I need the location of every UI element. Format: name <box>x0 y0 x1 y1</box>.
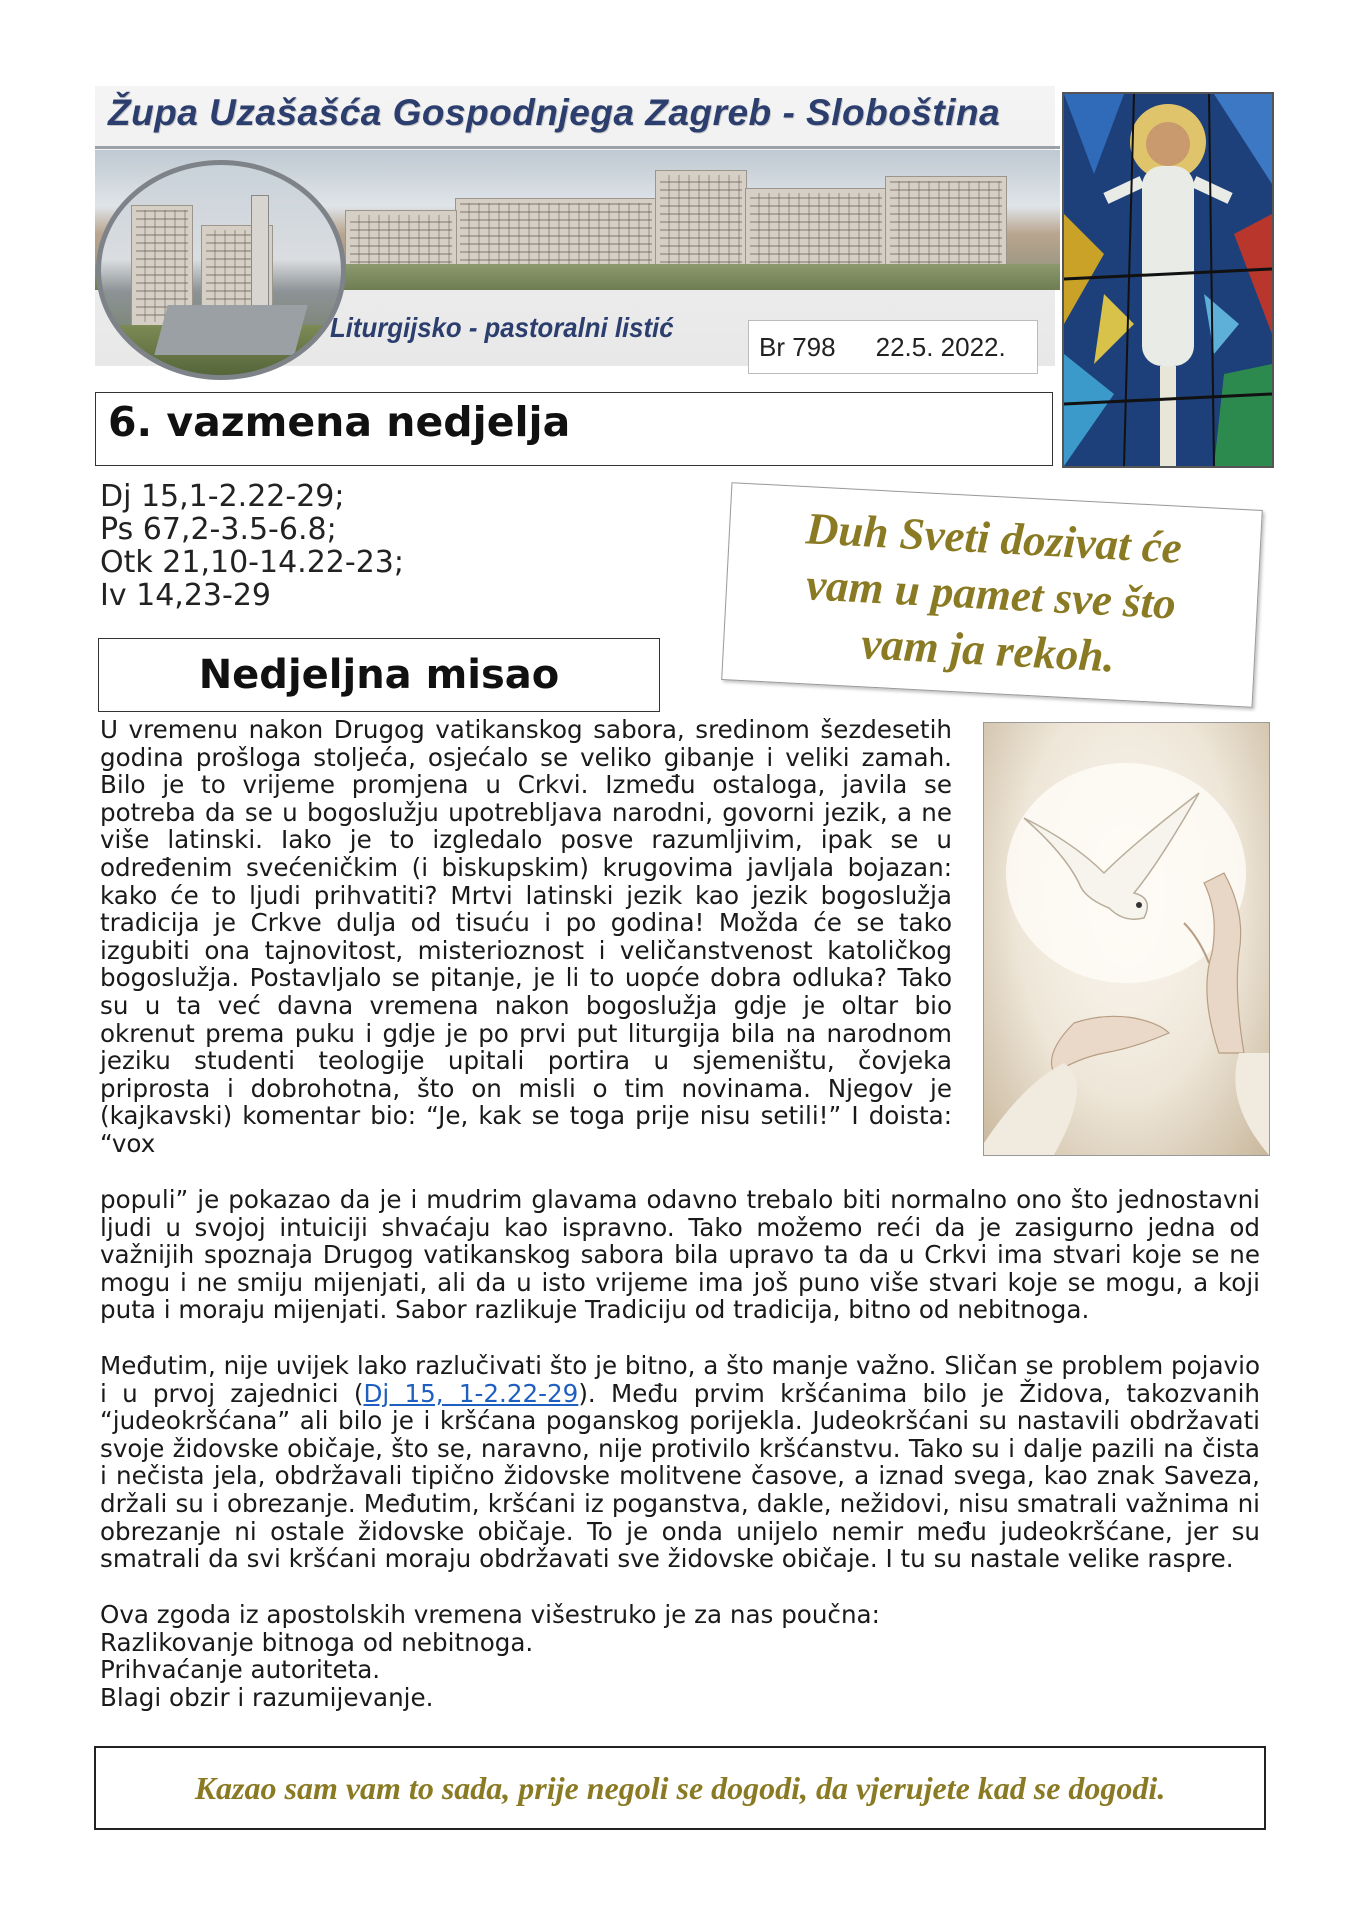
quote-line: vam u pamet sve što <box>804 559 1178 629</box>
issue-number: Br 798 <box>759 331 836 362</box>
reading-item: Iv 14,23-29 <box>100 578 272 613</box>
stained-glass-window-image <box>1062 92 1274 468</box>
parish-title: Župa Uzašašća Gospodnjega Zagreb - Sloboština <box>108 92 1001 133</box>
list-item: Blagi obzir i razumijevanje. <box>100 1682 434 1712</box>
sunday-title: 6. vazmena nedjelja <box>108 398 571 446</box>
issue-date: 22.5. 2022. <box>875 331 1006 362</box>
list-intro: Ova zgoda iz apostolskih vremena višestruko je za nas poučna: <box>100 1600 880 1629</box>
paragraph-text: ). Među prvim kršćanima bilo je Židova, takozvanih “judeokršćana” ali bilo je i kršćana poganskog porijekla. Judeokršćani su nastavili obdržavati svoje židovske običaje, što se, naravno, nije protivilo kršćanstvu. Tako su i dalje pazili na čista i nečista jela, obdržavali tipično židovske molitvene časove, a iznad svega, kao znak Saveza, držali su i obrezanje. Međutim, kršćani iz poganstva, dakle, nežidovi, nisu smatrali važnima ni obrezanje ni ostale židovske običaje. To je onda unijelo nemir među judeokršćane, jer su smatrali da svi kršćani moraju obdržavati sve židovske običaje. I tu su nastale velike raspre. <box>100 1378 1260 1574</box>
footer-quote: Kazao sam vam to sada, prije negoli se dogodi, da vjerujete kad se dogodi. <box>194 1769 1166 1806</box>
reading-item: Dj 15,1-2.22-29; <box>100 479 345 514</box>
issue-info <box>748 320 1038 374</box>
section-heading: Nedjeljna misao <box>198 652 560 698</box>
bulletin-subtitle: Liturgijsko - pastoralni listić <box>330 312 674 343</box>
reading-item: Ps 67,2-3.5-6.8; <box>100 512 337 547</box>
quote-card-text <box>721 482 1261 705</box>
quote-line: vam ja rekoh. <box>860 618 1117 682</box>
church-oval-photo <box>96 160 346 380</box>
quote-line: Duh Sveti dozivat će <box>804 503 1184 573</box>
dove-hands-image <box>983 722 1270 1156</box>
lesson-list <box>100 1601 1260 1711</box>
body-paragraph <box>100 1352 1260 1573</box>
scripture-reference-link[interactable]: Dj 15, 1-2.22-29 <box>363 1378 579 1408</box>
body-paragraph: populi” je pokazao da je i mudrim glavama odavno trebalo biti normalno ono što jednostavni ljudi u svojoj intuiciji shvaćaju kao ispravno. Tako možemo reći da je zasigurno jedna od važnijih spoznaja Drugog vatikanskog sabora bila upravo ta da u Crkvi ima stvari koje se ne mogu i ne smiju mijenjati, ali da u isto vrijeme ima još puno više stvari koje se mogu, a koji puta i moraju mijenjati. Sabor razlikuje Tradiciju od tradicija, bitno od nebitnoga. <box>100 1185 1260 1325</box>
paragraph-text: Međutim, nije uvijek lako razlučivati što je bitno, a što manje važno. Sličan se problem pojavio i u prvoj zajednici ( <box>100 1351 1260 1408</box>
list-item: Prihvaćanje autoriteta. <box>100 1655 381 1685</box>
list-item: Razlikovanje bitnoga od nebitnoga. <box>100 1627 534 1657</box>
footer-quote-box <box>94 1746 1266 1830</box>
reading-item: Otk 21,10-14.22-23; <box>100 545 404 580</box>
title-rule <box>95 146 1060 149</box>
body-paragraph: U vremenu nakon Drugog vatikanskog sabora, sredinom šezdesetih godina prošloga stoljeća, osjećalo se veliko gibanje i veliki zamah. Bilo je to vrijeme promjena u Crkvi. Između ostaloga, javila se potreba da se u bogoslužju upotrebljava narodni, govorni jezik, a ne više latinski. Iako je to izgledalo posve razumljivim, ipak se u određenim svećeničkim (i biskupskim) krugovima javljala bojazan: kako će to ljudi prihvatiti? Mrtvi latinski jezik kao jezik bogoslužja tradicija je Crkve dulja od tisuću i po godina! Možda će se tako izgubiti ona tajnovitost, misterioznost i veličanstvenost katoličkog bogoslužja. Postavljalo se pitanje, je li to uopće dobra odluka? Tako su u ta već davna vremena nakon bogoslužja gdje je oltar bio okrenut prema puku i gdje je po prvi put liturgija bila na narodnom jeziku studenti teologije upitali portira u sjemeništu, čovjeka priprosta i dobrohotna, što on misli o tim novinama. Njegov je (kajkavski) komentar bio: “Je, kak se toga prije nisu setili!” I doista: “vox <box>100 715 952 1158</box>
section-heading-box <box>98 638 660 712</box>
scripture-readings <box>100 480 404 612</box>
